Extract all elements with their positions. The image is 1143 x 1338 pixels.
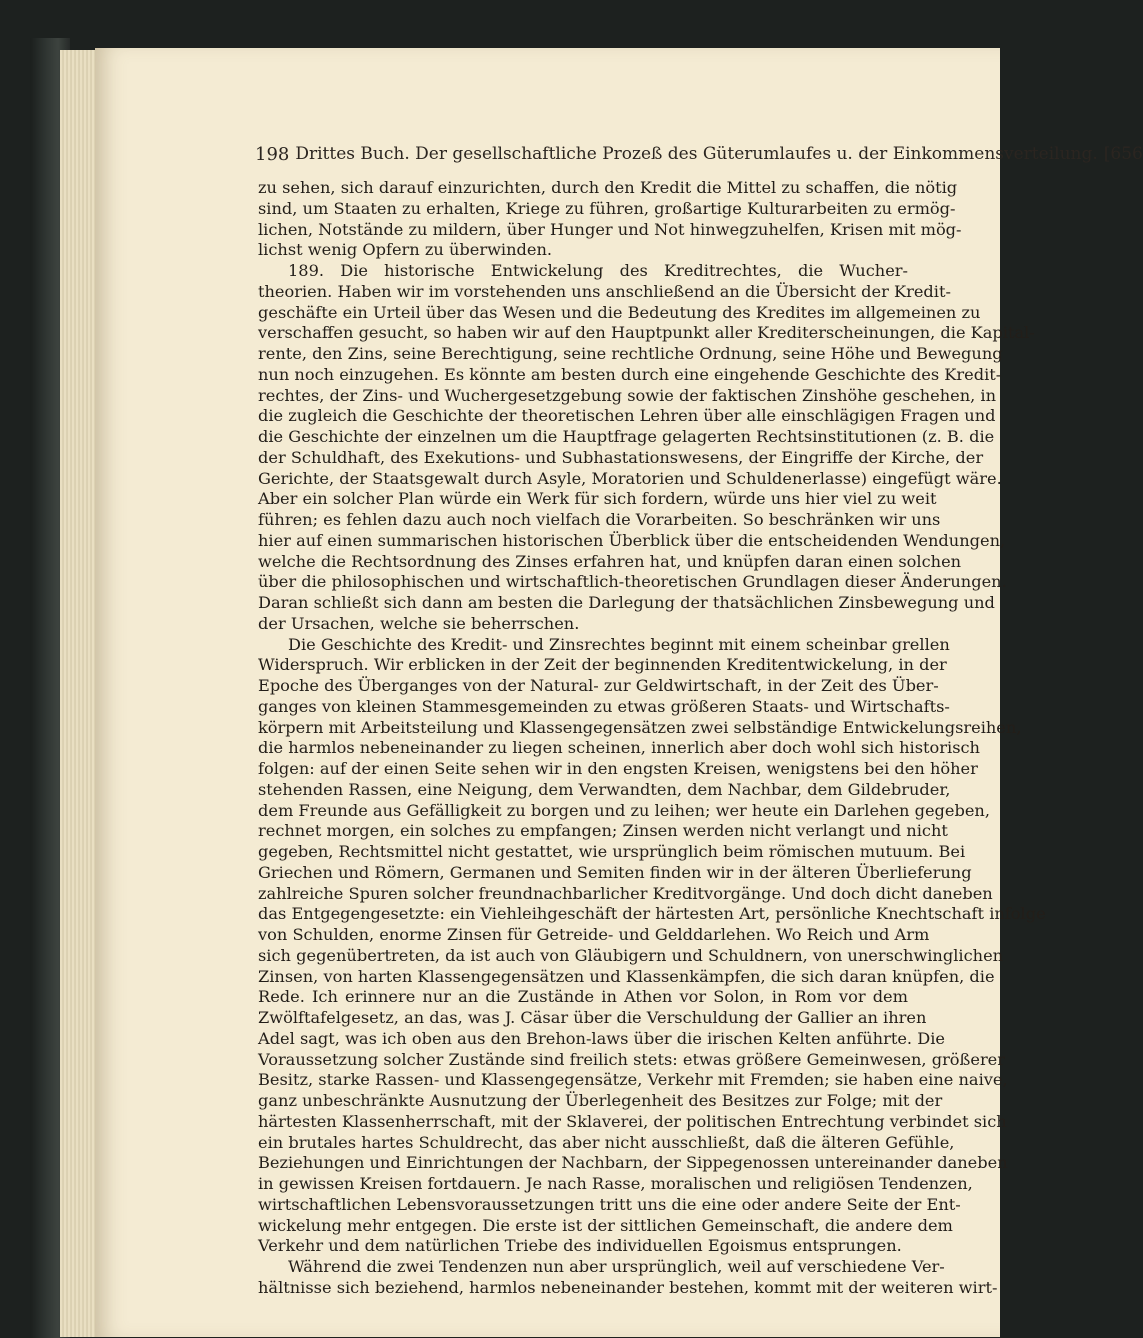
text-line: in gewissen Kreisen fortdauern. Je nach Rasse, moralischen und religiösen Tendenzen,	[258, 1174, 973, 1193]
text-line: ein brutales hartes Schuldrecht, das aber nicht ausschließt, daß die älteren Gefühle,	[258, 1132, 955, 1152]
text-line: welche die Rechtsordnung des Zinses erfahren hat, und knüpfen daran einen solchen	[258, 551, 962, 571]
text-line: theorien. Haben wir im vorstehenden uns anschließend an die Übersicht der Kredit-	[258, 281, 951, 301]
text-line: folgen: auf der einen Seite sehen wir in den engsten Kreisen, wenigstens bei den höher	[258, 759, 978, 778]
body-text	[258, 178, 1046, 1299]
text-line: gegeben, Rechtsmittel nicht gestattet, wie ursprünglich beim römischen mutuum. Bei	[258, 842, 966, 861]
text-line: sich gegenübertreten, da ist auch von Gläubigern und Schuldnern, von unerschwinglichen	[258, 945, 1004, 965]
text-line: Adel sagt, was ich oben aus den Brehon-laws über die irischen Kelten anführte. Die	[258, 1028, 945, 1048]
page-number: 198	[255, 144, 290, 165]
text-line: rechnet morgen, ein solches zu empfangen; Zinsen werden nicht verlangt und nicht	[258, 821, 948, 841]
text-line: über die philosophischen und wirtschaftlich-theoretischen Grundlagen dieser Änderungen.	[258, 572, 1007, 592]
text-line: 189. Die historische Entwickelung des Kreditrechtes, die Wucher-	[288, 261, 908, 280]
text-line: Widerspruch. Wir erblicken in der Zeit der beginnenden Kreditentwickelung, in der	[258, 655, 947, 675]
text-line: ganz unbeschränkte Ausnutzung der Überlegenheit des Besitzes zur Folge; mit der	[258, 1091, 943, 1110]
text-line: rente, den Zins, seine Berechtigung, seine rechtliche Ordnung, seine Höhe und Bewegung	[258, 344, 1003, 363]
text-line: Voraussetzung solcher Zustände sind freilich stets: etwas größere Gemeinwesen, größerer	[258, 1049, 1006, 1069]
text-line: lichen, Notstände zu mildern, über Hunger und Not hinwegzuhelfen, Krisen mit mög-	[258, 219, 962, 239]
text-line: Zinsen, von harten Klassengegensätzen und Klassenkämpfen, die sich daran knüpfen, die	[258, 966, 995, 986]
text-line: Rede. Ich erinnere nur an die Zustände in Athen vor Solon, in Rom vor dem	[258, 987, 908, 1007]
text-line: führen; es fehlen dazu auch noch vielfach die Vorarbeiten. So beschränken wir uns	[258, 510, 941, 529]
text-line: Griechen und Römern, Germanen und Semiten finden wir in der älteren Überlieferung	[258, 862, 972, 882]
text-line: geschäfte ein Urteil über das Wesen und die Bedeutung des Kredites im allgemeinen zu	[258, 302, 981, 322]
text-line: ganges von kleinen Stammesgemeinden zu etwas größeren Staats- und Wirtschafts-	[258, 696, 950, 716]
text-line: sind, um Staaten zu erhalten, Kriege zu führen, großartige Kulturarbeiten zu ermög-	[258, 198, 956, 218]
text-line: körpern mit Arbeitsteilung und Klassengegensätzen zwei selbständige Entwickelungsreihen,	[258, 717, 1022, 737]
running-title: Drittes Buch. Der gesellschaftliche Prozeß des Güterumlaufes u. der Einkommensverteilung.	[295, 144, 1098, 164]
text-line: Besitz, starke Rassen- und Klassengegensätze, Verkehr mit Fremden; sie haben eine naive,	[258, 1070, 1008, 1090]
text-line: der Ursachen, welche sie beherrschen.	[258, 613, 580, 633]
text-line: nun noch einzugehen. Es könnte am besten durch eine eingehende Geschichte des Kredit-	[258, 364, 1002, 384]
text-line: Die Geschichte des Kredit- und Zinsrechtes beginnt mit einem scheinbar grellen	[288, 634, 950, 654]
text-line: die zugleich die Geschichte der theoretischen Lehren über alle einschlägigen Fragen und	[258, 406, 996, 426]
text-line: die Geschichte der einzelnen um die Hauptfrage gelagerten Rechtsinstitutionen (z. B. die	[258, 427, 995, 446]
text-line: wickelung mehr entgegen. Die erste ist der sittlichen Gemeinschaft, die andere dem	[258, 1215, 953, 1235]
text-line: Während die zwei Tendenzen nun aber ursprünglich, weil auf verschiedene Ver-	[288, 1257, 945, 1276]
text-line: die harmlos nebeneinander zu liegen scheinen, innerlich aber doch wohl sich historisch	[258, 738, 980, 758]
text-line: zahlreiche Spuren solcher freundnachbarlicher Kreditvorgänge. Und doch dicht daneben	[258, 883, 993, 903]
text-line: Gerichte, der Staatsgewalt durch Asyle, Moratorien und Schuldenerlasse) eingefügt wäre.	[258, 468, 1002, 488]
text-line: zu sehen, sich darauf einzurichten, durch den Kredit die Mittel zu schaffen, die nötig	[258, 178, 958, 197]
text-line: Epoche des Überganges von der Natural- zur Geldwirtschaft, in der Zeit des Über-	[258, 676, 939, 695]
section-ref: [656	[1103, 144, 1143, 164]
text-line: stehenden Rassen, eine Neigung, dem Verwandten, dem Nachbar, dem Gildebruder,	[258, 779, 951, 799]
text-line: rechtes, der Zins- und Wuchergesetzgebung sowie der faktischen Zinshöhe geschehen, in	[258, 385, 997, 405]
text-line: Verkehr und dem natürlichen Triebe des individuellen Egoismus entsprungen.	[258, 1236, 902, 1256]
text-line: wirtschaftlichen Lebensvoraussetzungen tritt uns die eine oder andere Seite der Ent-	[258, 1194, 961, 1214]
text-line: Daran schließt sich dann am besten die Darlegung der thatsächlichen Zinsbewegung und	[258, 593, 995, 612]
text-line: Aber ein solcher Plan würde ein Werk für sich fordern, würde uns hier viel zu weit	[258, 489, 937, 509]
running-header	[255, 144, 1143, 165]
text-line: lichst wenig Opfern zu überwinden.	[258, 240, 553, 260]
text-line: dem Freunde aus Gefälligkeit zu borgen und zu leihen; wer heute ein Darlehen gegeben,	[258, 800, 991, 820]
text-line: von Schulden, enorme Zinsen für Getreide- und Gelddarlehen. Wo Reich und Arm	[258, 925, 930, 944]
text-line: härtesten Klassenherrschaft, mit der Sklaverei, der politischen Entrechtung verbindet sich	[258, 1111, 1007, 1131]
text-line: verschaffen gesucht, so haben wir auf den Hauptpunkt aller Krediterscheinungen, die Kapital-	[258, 323, 1035, 343]
text-line: das Entgegengesetzte: ein Viehleihgeschäft der härtesten Art, persönliche Knechtschaft infolge	[258, 904, 1046, 924]
text-line: Beziehungen und Einrichtungen der Nachbarn, der Sippegenossen untereinander daneben	[258, 1153, 1008, 1173]
text-line: der Schuldhaft, des Exekutions- und Subhastationswesens, der Eingriffe der Kirche, der	[258, 447, 984, 467]
text-line: hier auf einen summarischen historischen Überblick über die entscheidenden Wendungen,	[258, 530, 1006, 550]
text-line: Zwölftafelgesetz, an das, was J. Cäsar über die Verschuldung der Gallier an ihren	[258, 1008, 927, 1027]
text-line: hältnisse sich beziehend, harmlos nebeneinander bestehen, kommt mit der weiteren wirt-	[258, 1277, 998, 1297]
